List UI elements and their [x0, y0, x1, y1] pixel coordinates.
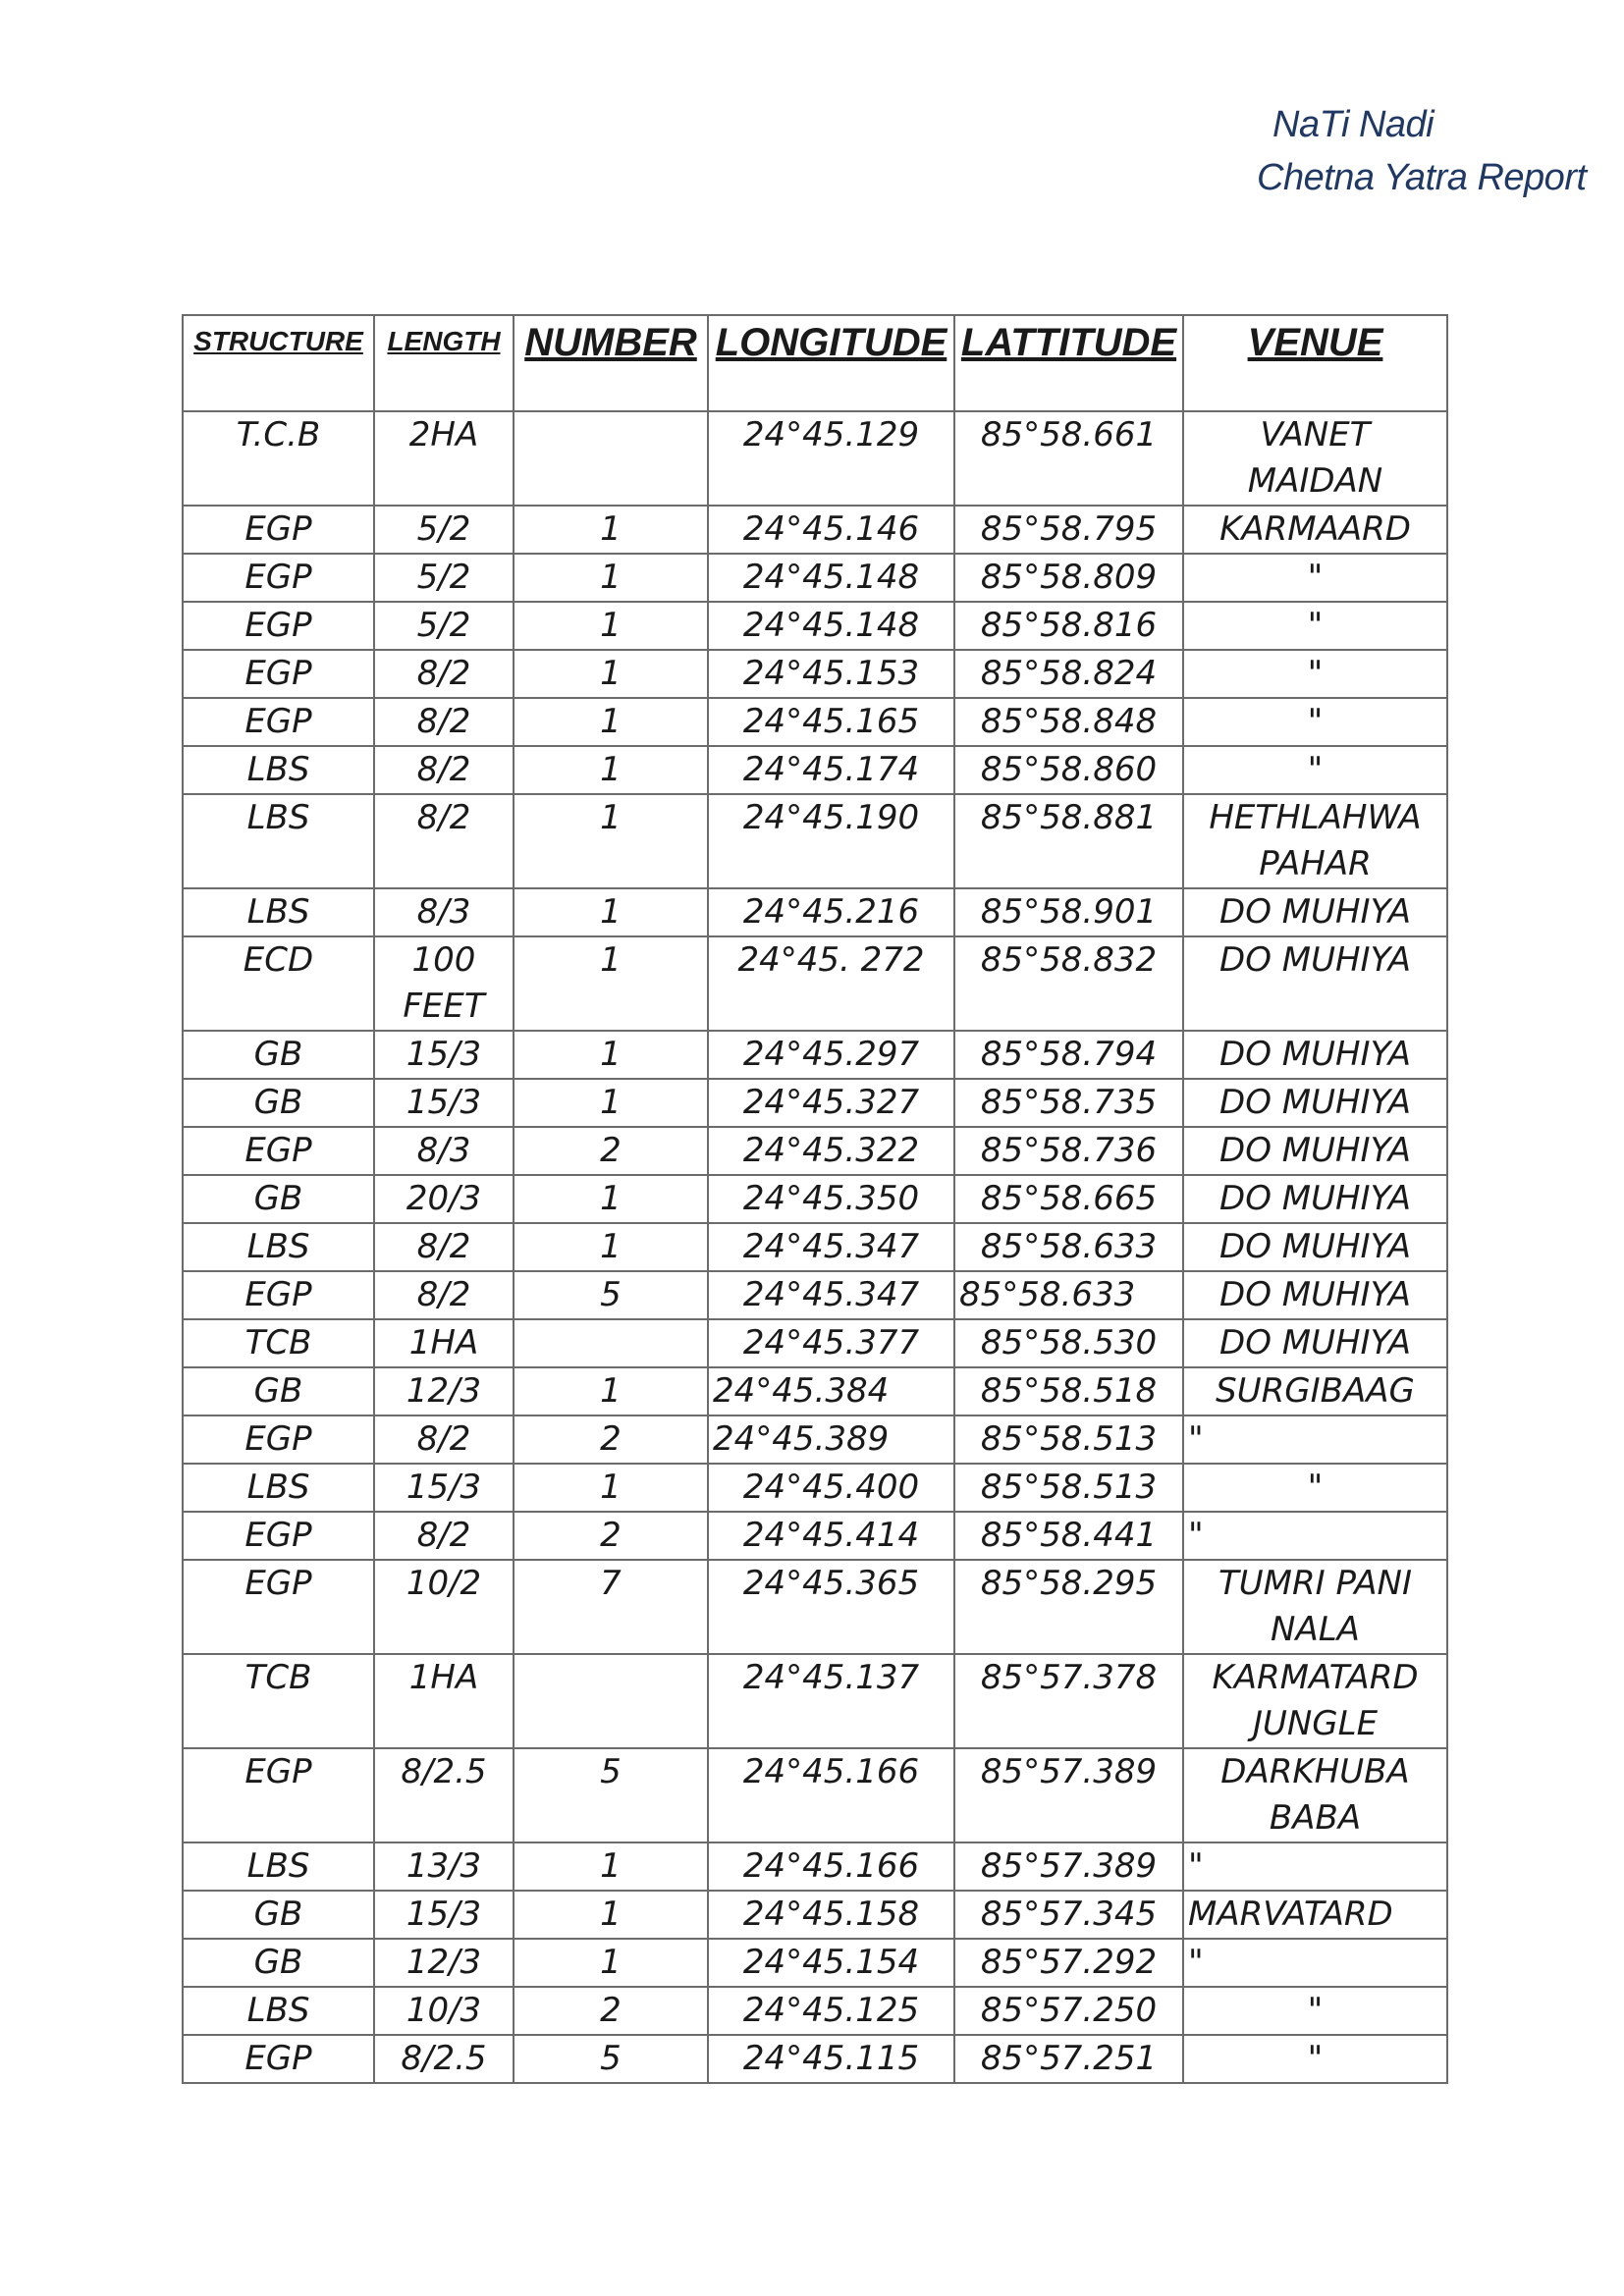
lattitude-cell: 85°58.794 — [954, 1031, 1183, 1079]
number-cell — [514, 1319, 708, 1367]
lattitude-cell: 85°57.389 — [954, 1842, 1183, 1891]
structure-cell: EGP — [183, 2035, 374, 2083]
number-cell: 5 — [514, 2035, 708, 2083]
table-row — [183, 411, 1447, 506]
length-cell: 12/3 — [374, 1367, 514, 1415]
lattitude-cell: 85°58.665 — [954, 1175, 1183, 1223]
length-cell: 1HA — [374, 1319, 514, 1367]
lattitude-cell: 85°58.633 — [954, 1271, 1183, 1319]
structure-cell: EGP — [183, 1271, 374, 1319]
table-row — [183, 1271, 1447, 1319]
number-cell: 1 — [514, 650, 708, 698]
length-cell: 8/2 — [374, 1223, 514, 1271]
longitude-cell: 24°45.137 — [708, 1654, 954, 1748]
venue-cell: KARMAARD — [1183, 506, 1447, 554]
venue-cell: " — [1183, 2035, 1447, 2083]
structure-cell: LBS — [183, 1223, 374, 1271]
table-row — [183, 1319, 1447, 1367]
lattitude-cell: 85°58.633 — [954, 1223, 1183, 1271]
lattitude-cell: 85°57.292 — [954, 1939, 1183, 1987]
structure-cell: LBS — [183, 1464, 374, 1512]
number-cell: 1 — [514, 506, 708, 554]
lattitude-cell: 85°58.513 — [954, 1464, 1183, 1512]
lattitude-cell: 85°58.809 — [954, 554, 1183, 602]
number-cell: 1 — [514, 1891, 708, 1939]
length-cell: 15/3 — [374, 1079, 514, 1127]
length-cell: 5/2 — [374, 554, 514, 602]
lattitude-cell: 85°57.389 — [954, 1748, 1183, 1842]
venue-cell: DO MUHIYA — [1183, 1127, 1447, 1175]
length-cell: 15/3 — [374, 1891, 514, 1939]
longitude-cell: 24°45.365 — [708, 1560, 954, 1654]
length-cell: 2HA — [374, 411, 514, 506]
venue-cell: DO MUHIYA — [1183, 1175, 1447, 1223]
lattitude-cell: 85°58.795 — [954, 506, 1183, 554]
longitude-cell: 24°45. 272 — [708, 936, 954, 1031]
longitude-cell: 24°45.146 — [708, 506, 954, 554]
lattitude-cell: 85°58.736 — [954, 1127, 1183, 1175]
table-row — [183, 794, 1447, 888]
longitude-cell: 24°45.125 — [708, 1987, 954, 2035]
length-cell: 8/2 — [374, 1271, 514, 1319]
number-cell: 1 — [514, 794, 708, 888]
longitude-cell: 24°45.347 — [708, 1271, 954, 1319]
structure-cell: EGP — [183, 506, 374, 554]
table-row — [183, 888, 1447, 936]
number-cell — [514, 1654, 708, 1748]
column-header-longitude: LONGITUDE — [708, 315, 954, 411]
lattitude-cell: 85°58.901 — [954, 888, 1183, 936]
number-cell: 1 — [514, 1079, 708, 1127]
longitude-cell: 24°45.384 — [708, 1367, 954, 1415]
longitude-cell: 24°45.347 — [708, 1223, 954, 1271]
lattitude-cell: 85°58.530 — [954, 1319, 1183, 1367]
structure-cell: TCB — [183, 1654, 374, 1748]
lattitude-cell: 85°58.295 — [954, 1560, 1183, 1654]
table-row — [183, 1415, 1447, 1464]
venue-cell: DARKHUBA BABA — [1183, 1748, 1447, 1842]
number-cell: 1 — [514, 1223, 708, 1271]
venue-cell: MARVATARD — [1183, 1891, 1447, 1939]
venue-cell: " — [1183, 1842, 1447, 1891]
structure-cell: LBS — [183, 794, 374, 888]
length-cell: 5/2 — [374, 506, 514, 554]
number-cell: 1 — [514, 1939, 708, 1987]
table-row — [183, 1748, 1447, 1842]
longitude-cell: 24°45.389 — [708, 1415, 954, 1464]
length-cell: 5/2 — [374, 602, 514, 650]
length-cell: 8/2 — [374, 1512, 514, 1560]
length-cell: 20/3 — [374, 1175, 514, 1223]
length-cell: 8/2 — [374, 746, 514, 794]
lattitude-cell: 85°57.378 — [954, 1654, 1183, 1748]
column-header-number: NUMBER — [514, 315, 708, 411]
number-cell: 1 — [514, 1031, 708, 1079]
number-cell: 1 — [514, 936, 708, 1031]
number-cell: 1 — [514, 602, 708, 650]
longitude-cell: 24°45.327 — [708, 1079, 954, 1127]
venue-cell: DO MUHIYA — [1183, 1079, 1447, 1127]
longitude-cell: 24°45.216 — [708, 888, 954, 936]
structure-cell: GB — [183, 1367, 374, 1415]
longitude-cell: 24°45.148 — [708, 554, 954, 602]
venue-cell: " — [1183, 698, 1447, 746]
lattitude-cell: 85°58.816 — [954, 602, 1183, 650]
length-cell: 8/2 — [374, 1415, 514, 1464]
structure-cell: TCB — [183, 1319, 374, 1367]
venue-cell: " — [1183, 1512, 1447, 1560]
length-cell: 8/2.5 — [374, 1748, 514, 1842]
venue-cell: " — [1183, 554, 1447, 602]
number-cell: 1 — [514, 1842, 708, 1891]
length-cell: 100 FEET — [374, 936, 514, 1031]
venue-cell: VANET MAIDAN — [1183, 411, 1447, 506]
lattitude-cell: 85°58.848 — [954, 698, 1183, 746]
structure-cell: EGP — [183, 1512, 374, 1560]
venue-cell: TUMRI PANI NALA — [1183, 1560, 1447, 1654]
venue-cell: " — [1183, 1415, 1447, 1464]
number-cell: 2 — [514, 1987, 708, 2035]
length-cell: 15/3 — [374, 1031, 514, 1079]
lattitude-cell: 85°58.860 — [954, 746, 1183, 794]
table-row — [183, 1842, 1447, 1891]
table-row — [183, 506, 1447, 554]
longitude-cell: 24°45.190 — [708, 794, 954, 888]
table-header-row — [183, 315, 1447, 411]
venue-cell: DO MUHIYA — [1183, 936, 1447, 1031]
length-cell: 13/3 — [374, 1842, 514, 1891]
length-cell: 1HA — [374, 1654, 514, 1748]
venue-cell: " — [1183, 602, 1447, 650]
lattitude-cell: 85°58.824 — [954, 650, 1183, 698]
table-row — [183, 1175, 1447, 1223]
venue-cell: DO MUHIYA — [1183, 1223, 1447, 1271]
length-cell: 15/3 — [374, 1464, 514, 1512]
number-cell: 1 — [514, 1367, 708, 1415]
column-header-length: LENGTH — [374, 315, 514, 411]
length-cell: 8/3 — [374, 1127, 514, 1175]
column-header-lattitude: LATTITUDE — [954, 315, 1183, 411]
longitude-cell: 24°45.414 — [708, 1512, 954, 1560]
structure-cell: EGP — [183, 1127, 374, 1175]
length-cell: 8/2.5 — [374, 2035, 514, 2083]
table-row — [183, 1223, 1447, 1271]
report-header — [1257, 98, 1610, 204]
number-cell: 5 — [514, 1271, 708, 1319]
structure-cell: LBS — [183, 1987, 374, 2035]
number-cell: 1 — [514, 698, 708, 746]
table-row — [183, 1031, 1447, 1079]
venue-cell: HETHLAHWA PAHAR — [1183, 794, 1447, 888]
number-cell: 1 — [514, 554, 708, 602]
structure-cell: GB — [183, 1079, 374, 1127]
table-row — [183, 936, 1447, 1031]
length-cell: 8/2 — [374, 650, 514, 698]
number-cell: 2 — [514, 1512, 708, 1560]
number-cell: 1 — [514, 888, 708, 936]
lattitude-cell: 85°58.518 — [954, 1367, 1183, 1415]
table-row — [183, 2035, 1447, 2083]
length-cell: 12/3 — [374, 1939, 514, 1987]
report-header-title: NaTi Nadi — [1272, 104, 1435, 145]
structure-cell: EGP — [183, 698, 374, 746]
structure-cell: GB — [183, 1891, 374, 1939]
table-row — [183, 1939, 1447, 1987]
table-row — [183, 1464, 1447, 1512]
venue-cell: " — [1183, 650, 1447, 698]
longitude-cell: 24°45.174 — [708, 746, 954, 794]
table-row — [183, 1560, 1447, 1654]
venue-cell: DO MUHIYA — [1183, 1319, 1447, 1367]
structure-cell: EGP — [183, 650, 374, 698]
table-row — [183, 554, 1447, 602]
longitude-cell: 24°45.154 — [708, 1939, 954, 1987]
longitude-cell: 24°45.297 — [708, 1031, 954, 1079]
longitude-cell: 24°45.165 — [708, 698, 954, 746]
structure-cell: EGP — [183, 1748, 374, 1842]
longitude-cell: 24°45.129 — [708, 411, 954, 506]
table-row — [183, 698, 1447, 746]
structure-cell: GB — [183, 1031, 374, 1079]
table-row — [183, 1512, 1447, 1560]
table-row — [183, 602, 1447, 650]
table-row — [183, 1654, 1447, 1748]
venue-cell: DO MUHIYA — [1183, 1271, 1447, 1319]
lattitude-cell: 85°57.250 — [954, 1987, 1183, 2035]
table-row — [183, 1127, 1447, 1175]
report-header-subtitle: Chetna Yatra Report — [1257, 157, 1587, 198]
structure-cell: LBS — [183, 888, 374, 936]
structures-table — [182, 314, 1448, 2084]
venue-cell: " — [1183, 746, 1447, 794]
number-cell: 1 — [514, 1175, 708, 1223]
structure-cell: T.C.B — [183, 411, 374, 506]
structure-cell: EGP — [183, 1560, 374, 1654]
lattitude-cell: 85°57.345 — [954, 1891, 1183, 1939]
venue-cell: " — [1183, 1939, 1447, 1987]
table-row — [183, 1987, 1447, 2035]
structure-cell: GB — [183, 1175, 374, 1223]
length-cell: 8/2 — [374, 794, 514, 888]
venue-cell: SURGIBAAG — [1183, 1367, 1447, 1415]
table-row — [183, 1891, 1447, 1939]
longitude-cell: 24°45.377 — [708, 1319, 954, 1367]
table-row — [183, 1367, 1447, 1415]
longitude-cell: 24°45.400 — [708, 1464, 954, 1512]
longitude-cell: 24°45.166 — [708, 1748, 954, 1842]
length-cell: 10/2 — [374, 1560, 514, 1654]
structure-cell: EGP — [183, 1415, 374, 1464]
length-cell: 10/3 — [374, 1987, 514, 2035]
number-cell: 1 — [514, 746, 708, 794]
column-header-structure: STRUCTURE — [183, 315, 374, 411]
longitude-cell: 24°45.115 — [708, 2035, 954, 2083]
table-row — [183, 746, 1447, 794]
lattitude-cell: 85°58.441 — [954, 1512, 1183, 1560]
lattitude-cell: 85°58.881 — [954, 794, 1183, 888]
venue-cell: " — [1183, 1464, 1447, 1512]
length-cell: 8/2 — [374, 698, 514, 746]
venue-cell: KARMATARD JUNGLE — [1183, 1654, 1447, 1748]
structure-cell: ECD — [183, 936, 374, 1031]
lattitude-cell: 85°58.735 — [954, 1079, 1183, 1127]
longitude-cell: 24°45.166 — [708, 1842, 954, 1891]
number-cell: 7 — [514, 1560, 708, 1654]
number-cell: 5 — [514, 1748, 708, 1842]
number-cell: 2 — [514, 1127, 708, 1175]
number-cell: 2 — [514, 1415, 708, 1464]
length-cell: 8/3 — [374, 888, 514, 936]
structure-cell: EGP — [183, 602, 374, 650]
lattitude-cell: 85°58.832 — [954, 936, 1183, 1031]
table-body — [183, 411, 1447, 2083]
structure-cell: EGP — [183, 554, 374, 602]
longitude-cell: 24°45.322 — [708, 1127, 954, 1175]
venue-cell: DO MUHIYA — [1183, 888, 1447, 936]
table-row — [183, 1079, 1447, 1127]
longitude-cell: 24°45.158 — [708, 1891, 954, 1939]
number-cell: 1 — [514, 1464, 708, 1512]
lattitude-cell: 85°57.251 — [954, 2035, 1183, 2083]
longitude-cell: 24°45.350 — [708, 1175, 954, 1223]
lattitude-cell: 85°58.661 — [954, 411, 1183, 506]
structure-cell: LBS — [183, 1842, 374, 1891]
longitude-cell: 24°45.153 — [708, 650, 954, 698]
lattitude-cell: 85°58.513 — [954, 1415, 1183, 1464]
venue-cell: " — [1183, 1987, 1447, 2035]
column-header-venue: VENUE — [1183, 315, 1447, 411]
number-cell — [514, 411, 708, 506]
structure-cell: LBS — [183, 746, 374, 794]
venue-cell: DO MUHIYA — [1183, 1031, 1447, 1079]
table-row — [183, 650, 1447, 698]
structure-cell: GB — [183, 1939, 374, 1987]
longitude-cell: 24°45.148 — [708, 602, 954, 650]
